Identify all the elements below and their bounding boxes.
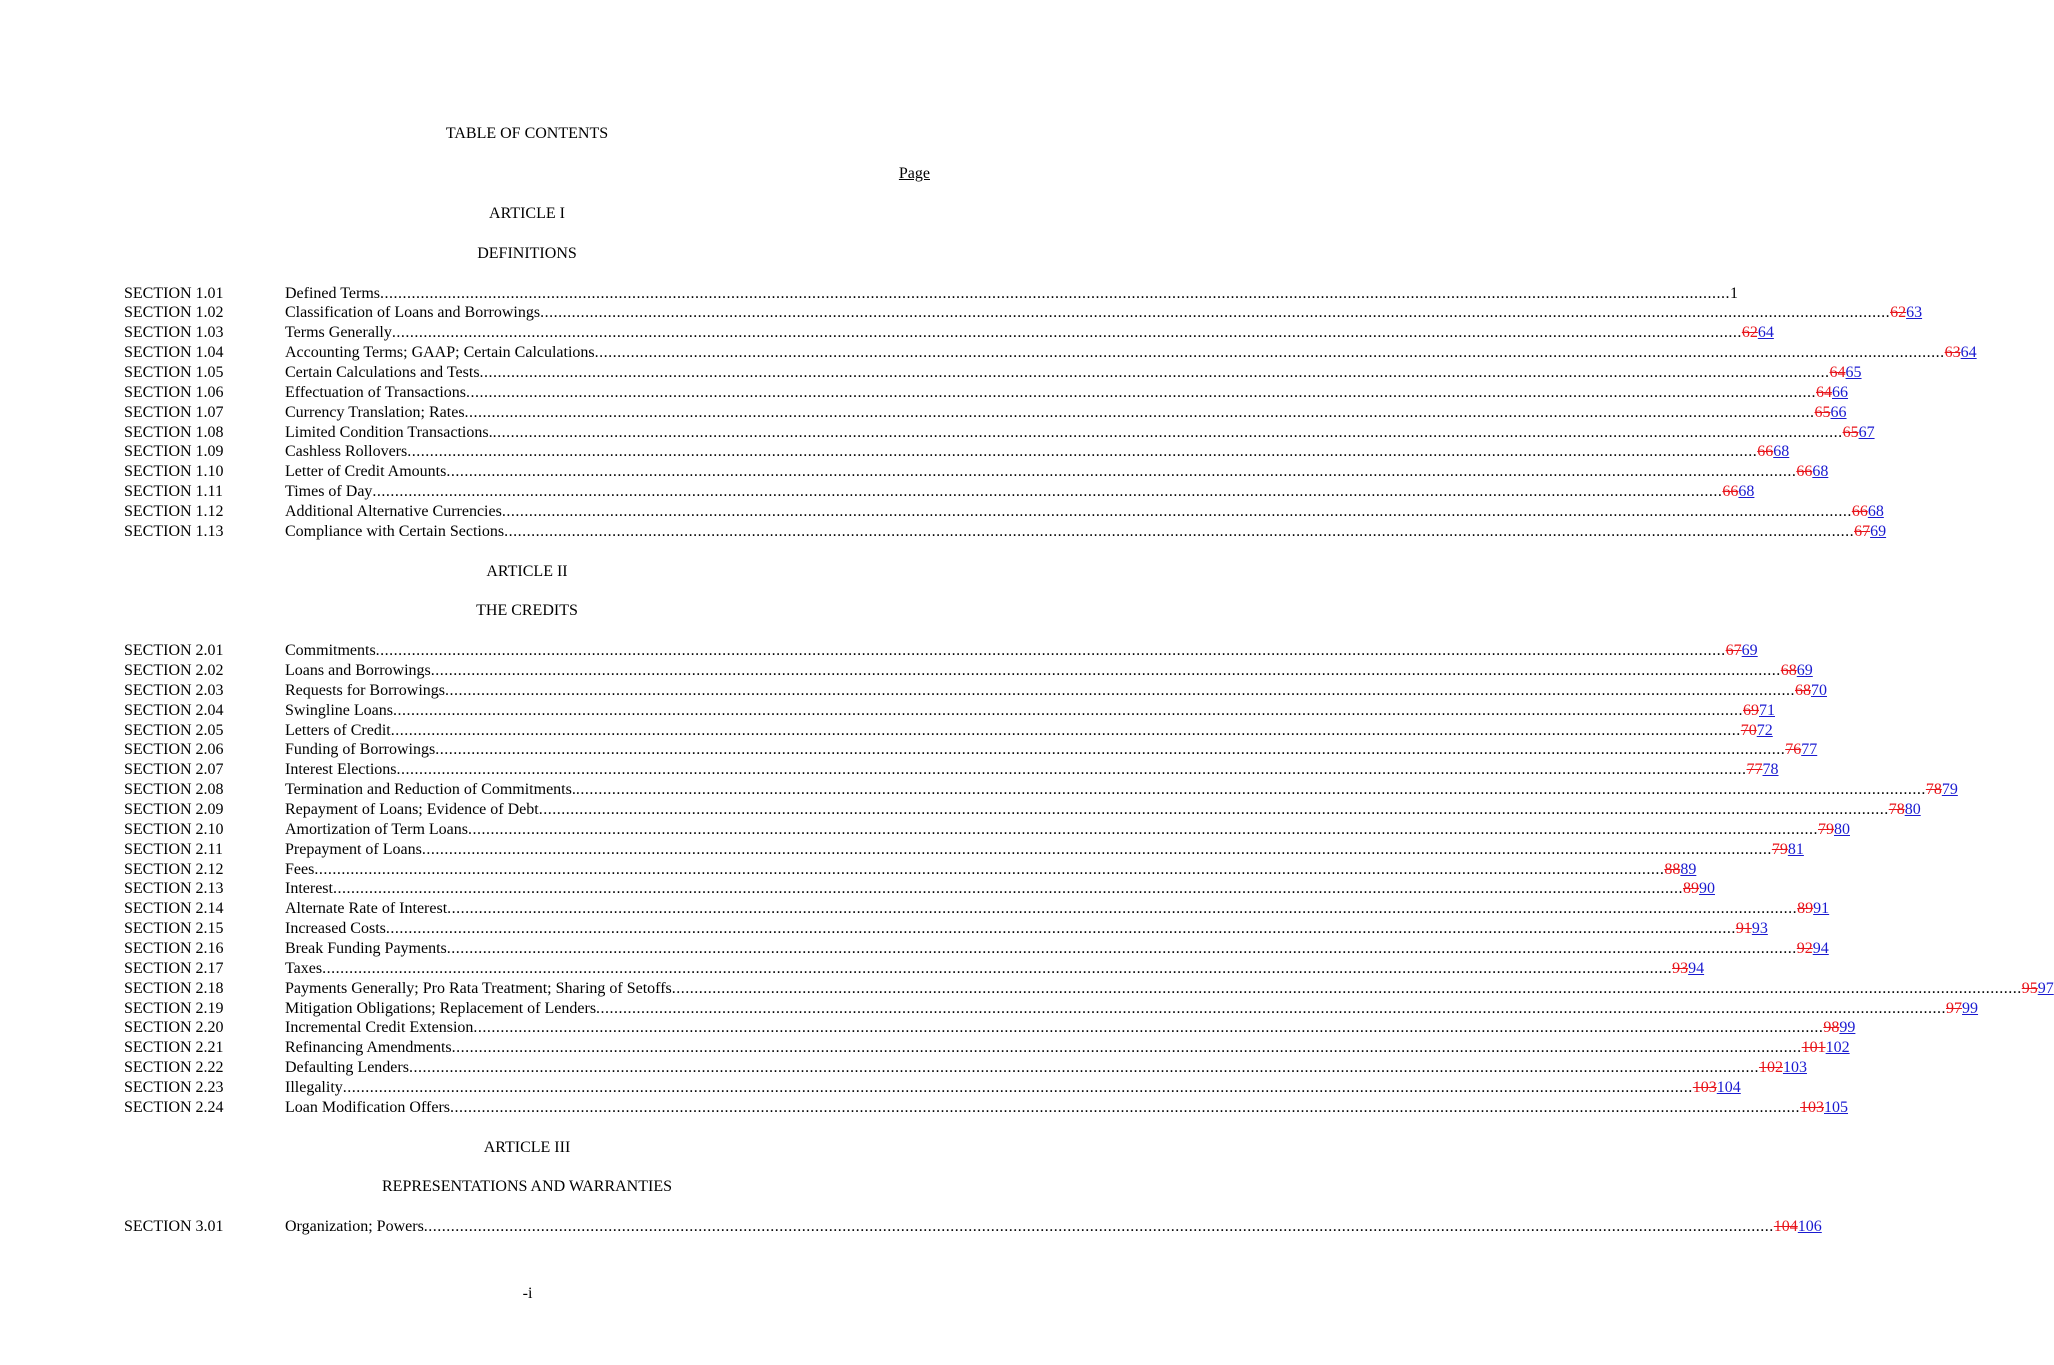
section-title: Letters of Credit (285, 721, 391, 739)
inserted-page-link[interactable]: 105 (1824, 1098, 1848, 1116)
toc-entry[interactable] (124, 1018, 1856, 1038)
section-number: SECTION 2.15 (124, 920, 224, 938)
section-number: SECTION 1.09 (124, 443, 224, 461)
toc-entry[interactable] (124, 701, 1775, 721)
dot-leader: ............................................................................................................................................................................................................................................................................................................ (450, 1098, 1800, 1116)
deleted-page-number: 65 (1842, 423, 1859, 441)
section-title: Additional Alternative Currencies (285, 503, 502, 521)
inserted-page-link[interactable]: 81 (1787, 840, 1804, 858)
section-number: SECTION 2.13 (124, 880, 224, 898)
inserted-page-link[interactable]: 64 (1757, 324, 1774, 342)
section-number: SECTION 3.01 (124, 1218, 224, 1236)
toc-entry[interactable] (124, 482, 1755, 502)
spacer (124, 184, 930, 204)
deleted-page-number: 64 (1829, 364, 1846, 382)
section-title: Commitments (285, 642, 376, 660)
dot-leader: ............................................................................................................................................................................................................................................................................................................ (390, 721, 1741, 739)
toc-entry[interactable] (124, 1217, 1822, 1237)
toc-entry[interactable] (124, 999, 1979, 1019)
dot-leader: ............................................................................................................................................................................................................................................................................................................ (342, 1078, 1693, 1096)
deleted-page-number: 91 (1735, 920, 1752, 938)
section-title: Cashless Rollovers (285, 443, 408, 461)
dot-leader: ............................................................................................................................................................................................................................................................................................................ (407, 443, 1758, 461)
toc-entry[interactable] (124, 721, 1773, 741)
section-title: Defined Terms (285, 284, 380, 302)
inserted-page-link[interactable]: 80 (1904, 800, 1921, 818)
spacer (124, 1118, 930, 1138)
toc-heading: TABLE OF CONTENTS (445, 125, 609, 142)
deleted-page-number: 92 (1796, 939, 1813, 957)
section-title: Classification of Loans and Borrowings (285, 304, 541, 322)
section-title: Illegality (285, 1078, 343, 1096)
deleted-page-number: 93 (1672, 959, 1689, 977)
deleted-page-number: 70 (1740, 721, 1757, 739)
section-title: Compliance with Certain Sections (285, 522, 505, 540)
toc-entry[interactable] (124, 860, 1697, 880)
deleted-page-number: 98 (1823, 1019, 1840, 1037)
toc-entry[interactable] (124, 343, 1977, 363)
dot-leader: ............................................................................................................................................................................................................................................................................................................ (430, 661, 1781, 679)
inserted-page-link[interactable]: 99 (1839, 1019, 1856, 1037)
toc-entry[interactable] (124, 800, 1921, 820)
inserted-page-link[interactable]: 94 (1812, 939, 1829, 957)
deleted-page-number: 69 (1743, 701, 1759, 719)
section-number: SECTION 2.24 (124, 1098, 224, 1116)
deleted-page-number: 68 (1780, 661, 1797, 679)
deleted-page-number: 66 (1722, 483, 1739, 501)
dot-leader: ............................................................................................................................................................................................................................................................................................................ (671, 979, 2022, 997)
dot-leader: ............................................................................................................................................................................................................................................................................................................ (479, 364, 1830, 382)
section-number: SECTION 1.04 (124, 344, 224, 362)
inserted-page-link[interactable]: 69 (1741, 642, 1758, 660)
inserted-page-link[interactable]: 90 (1698, 880, 1715, 898)
deleted-page-number: 68 (1794, 681, 1811, 699)
inserted-page-link[interactable]: 69 (1870, 522, 1887, 540)
inserted-page-link[interactable]: 66 (1832, 383, 1849, 401)
toc-entry[interactable] (124, 383, 1849, 403)
dot-leader: ............................................................................................................................................................................................................................................................................................................ (322, 959, 1673, 977)
toc-entry[interactable] (124, 899, 1830, 919)
deleted-page-number: 79 (1817, 820, 1834, 838)
inserted-page-link[interactable]: 80 (1833, 820, 1850, 838)
section-number: SECTION 1.13 (124, 522, 224, 540)
toc-entry[interactable] (124, 820, 1850, 840)
dot-leader: ............................................................................................................................................................................................................................................................................................................ (466, 383, 1817, 401)
toc-entry[interactable] (124, 522, 1887, 542)
toc-entry[interactable] (124, 979, 2054, 999)
section-number: SECTION 1.05 (124, 364, 224, 382)
article-title: THE CREDITS (476, 602, 578, 620)
spacer (124, 542, 930, 562)
inserted-page-link[interactable]: 70 (1810, 681, 1827, 699)
dot-leader: ............................................................................................................................................................................................................................................................................................................ (375, 642, 1726, 660)
toc-entry[interactable] (124, 303, 1923, 323)
section-number: SECTION 1.07 (124, 403, 224, 421)
section-title: Defaulting Lenders (285, 1059, 409, 1077)
section-number: SECTION 2.14 (124, 900, 224, 918)
section-number: SECTION 2.19 (124, 999, 224, 1017)
toc-entry[interactable] (124, 323, 1774, 343)
deleted-page-number: 66 (1757, 443, 1774, 461)
dot-leader: ............................................................................................................................................................................................................................................................................................................ (464, 403, 1815, 421)
footer-page-number: -i (522, 1285, 533, 1302)
inserted-page-link[interactable]: 68 (1773, 443, 1790, 461)
toc-entry[interactable] (124, 1078, 1741, 1098)
toc-entry[interactable] (124, 641, 1758, 661)
deleted-page-number: 97 (1946, 999, 1963, 1017)
inserted-page-link[interactable]: 99 (1962, 999, 1979, 1017)
section-title: Taxes (285, 959, 323, 977)
article-number: ARTICLE I (489, 205, 565, 223)
section-title: Refinancing Amendments (285, 1039, 452, 1057)
section-title: Currency Translation; Rates (285, 403, 465, 421)
toc-entry[interactable] (124, 959, 1705, 979)
deleted-page-number: 103 (1800, 1098, 1824, 1116)
toc-entry[interactable] (124, 919, 1768, 939)
section-number: SECTION 2.11 (124, 840, 223, 858)
section-title: Alternate Rate of Interest (285, 900, 448, 918)
deleted-page-number: 78 (1888, 800, 1905, 818)
deleted-page-number: 102 (1758, 1059, 1783, 1077)
deleted-page-number: 62 (1890, 304, 1907, 322)
deleted-page-number: 64 (1816, 383, 1833, 401)
spacer (124, 1197, 930, 1217)
dot-leader: ............................................................................................................................................................................................................................................................................................................ (594, 344, 1945, 362)
dot-leader: ............................................................................................................................................................................................................................................................................................................ (473, 1019, 1824, 1037)
spacer (124, 621, 930, 641)
toc-entry[interactable] (124, 661, 1813, 681)
spacer (124, 1157, 930, 1177)
section-title: Times of Day (285, 483, 373, 501)
dot-leader: ............................................................................................................................................................................................................................................................................................................ (596, 999, 1947, 1017)
deleted-page-number: 63 (1944, 344, 1961, 362)
section-title: Interest Elections (285, 761, 397, 779)
inserted-page-link[interactable]: 89 (1680, 860, 1697, 878)
section-number: SECTION 2.21 (124, 1039, 224, 1057)
inserted-page-link[interactable]: 65 (1845, 364, 1862, 382)
section-title: Certain Calculations and Tests (285, 364, 480, 382)
section-number: SECTION 2.09 (124, 800, 224, 818)
inserted-page-link[interactable]: 68 (1867, 503, 1884, 521)
deleted-page-number: 104 (1773, 1218, 1798, 1236)
section-number: SECTION 2.20 (124, 1019, 224, 1037)
inserted-page-link[interactable]: 93 (1751, 920, 1768, 938)
deleted-page-number: 76 (1785, 741, 1802, 759)
inserted-page-link[interactable]: 63 (1906, 304, 1923, 322)
inserted-page-link[interactable]: 91 (1813, 900, 1830, 918)
section-title: Termination and Reduction of Commitments. (285, 781, 576, 799)
dot-leader: ............................................................................................................................................................................................................................................................................................................ (540, 304, 1891, 322)
deleted-page-number: 65 (1814, 403, 1831, 421)
page-number: 1 (1730, 284, 1738, 302)
section-title: Accounting Terms; GAAP; Certain Calculations (285, 344, 595, 362)
inserted-page-link[interactable]: 64 (1960, 344, 1977, 362)
dot-leader: ............................................................................................................................................................................................................................................................................................................ (575, 781, 1926, 799)
deleted-page-number: 103 (1692, 1078, 1717, 1096)
deleted-page-number: 79 (1771, 840, 1788, 858)
inserted-page-link[interactable]: 68 (1738, 483, 1755, 501)
dot-leader: ............................................................................................................................................................................................................................................................................................................ (332, 880, 1683, 898)
toc-entry[interactable] (124, 502, 1884, 522)
toc-entry[interactable] (124, 284, 1738, 304)
toc-entry[interactable] (124, 442, 1790, 462)
section-title: Limited Condition Transactions. (285, 423, 493, 441)
inserted-page-link[interactable]: 72 (1756, 721, 1773, 739)
deleted-page-number: 67 (1854, 522, 1871, 540)
article-number: ARTICLE III (483, 1138, 571, 1156)
spacer (124, 264, 930, 284)
toc-entry[interactable] (124, 1038, 1850, 1058)
section-title: Funding of Borrowings (285, 741, 436, 759)
section-title: Repayment of Loans; Evidence of Debt (285, 800, 539, 818)
inserted-page-link[interactable]: 67 (1858, 423, 1875, 441)
deleted-page-number: 66 (1796, 463, 1813, 481)
section-title: Letter of Credit Amounts (285, 463, 447, 481)
deleted-page-number: 95 (2021, 979, 2038, 997)
section-number: SECTION 2.18 (124, 979, 224, 997)
inserted-page-link[interactable]: 69 (1796, 661, 1813, 679)
inserted-page-link[interactable]: 97 (2037, 979, 2054, 997)
section-number: SECTION 2.02 (124, 661, 224, 679)
dot-leader: ............................................................................................................................................................................................................................................................................................................ (504, 522, 1855, 540)
section-number: SECTION 2.22 (124, 1059, 224, 1077)
dot-leader: ............................................................................................................................................................................................................................................................................................................ (393, 701, 1743, 719)
toc-entry[interactable] (124, 681, 1827, 701)
toc-entry[interactable] (124, 423, 1875, 443)
dot-leader: ............................................................................................................................................................................................................................................................................................................ (372, 483, 1723, 501)
deleted-page-number: 62 (1741, 324, 1758, 342)
deleted-page-number: 89 (1797, 900, 1814, 918)
deleted-page-number: 89 (1682, 880, 1699, 898)
inserted-page-link[interactable]: 103 (1782, 1059, 1807, 1077)
inserted-page-link[interactable]: 79 (1941, 781, 1958, 799)
dot-leader: ............................................................................................................................................................................................................................................................................................................ (538, 800, 1889, 818)
inserted-page-link[interactable]: 77 (1801, 741, 1818, 759)
dot-leader: ............................................................................................................................................................................................................................................................................................................ (501, 503, 1852, 521)
section-number: SECTION 1.11 (124, 483, 223, 501)
inserted-page-link[interactable]: 71 (1759, 701, 1775, 719)
inserted-page-link[interactable]: 66 (1830, 403, 1847, 421)
spacer (124, 224, 930, 244)
section-title: Loans and Borrowings (285, 661, 431, 679)
section-number: SECTION 1.08 (124, 423, 224, 441)
section-number: SECTION 2.12 (124, 860, 224, 878)
section-title: Break Funding Payments (285, 939, 447, 957)
section-title: Loan Modification Offers (285, 1098, 450, 1116)
toc-entry[interactable] (124, 780, 1958, 800)
dot-leader: ............................................................................................................................................................................................................................................................................................................ (444, 681, 1795, 699)
toc-entry[interactable] (124, 879, 1715, 899)
spacer (124, 581, 930, 601)
section-number: SECTION 2.03 (124, 681, 224, 699)
dot-leader: ............................................................................................................................................................................................................................................................................................................ (391, 324, 1742, 342)
deleted-page-number: 66 (1851, 503, 1868, 521)
section-title: Payments Generally; Pro Rata Treatment; Sharing of Setoffs (285, 979, 672, 997)
section-number: SECTION 2.01 (124, 642, 224, 660)
section-title: Swingline Loans (285, 701, 393, 719)
dot-leader: ............................................................................................................................................................................................................................................................................................................ (421, 840, 1772, 858)
article-number: ARTICLE II (486, 562, 568, 580)
section-number: SECTION 1.01 (124, 284, 224, 302)
articles-list (124, 204, 2054, 1237)
section-title: Incremental Credit Extension (285, 1019, 474, 1037)
dot-leader: ............................................................................................................................................................................................................................................................................................................ (446, 939, 1797, 957)
section-number: SECTION 2.06 (124, 741, 224, 759)
toc-entry[interactable] (124, 740, 1818, 760)
section-number: SECTION 2.23 (124, 1078, 224, 1096)
section-number: SECTION 2.04 (124, 701, 224, 719)
inserted-page-link[interactable]: 94 (1688, 959, 1705, 977)
article-title: DEFINITIONS (477, 244, 577, 262)
dot-leader: ............................................................................................................................................................................................................................................................................................................ (467, 820, 1818, 838)
section-number: SECTION 2.10 (124, 820, 224, 838)
inserted-page-link[interactable]: 68 (1812, 463, 1829, 481)
toc-entry[interactable] (124, 840, 1804, 860)
inserted-page-link[interactable]: 106 (1797, 1218, 1822, 1236)
deleted-page-number: 88 (1664, 860, 1681, 878)
table-of-contents (124, 124, 2054, 1237)
dot-leader: ............................................................................................................................................................................................................................................................................................................ (385, 920, 1736, 938)
section-number: SECTION 1.06 (124, 383, 224, 401)
section-number: SECTION 2.16 (124, 939, 224, 957)
page-column-label: Page (898, 165, 930, 183)
section-title: Fees (285, 860, 315, 878)
dot-leader: ............................................................................................................................................................................................................................................................................................................ (423, 1218, 1774, 1236)
deleted-page-number: 78 (1925, 781, 1942, 799)
section-number: SECTION 1.02 (124, 304, 224, 322)
toc-entry[interactable] (124, 462, 1829, 482)
toc-entry[interactable] (124, 939, 1829, 959)
deleted-page-number: 67 (1725, 642, 1742, 660)
dot-leader: ............................................................................................................................................................................................................................................................................................................ (492, 423, 1843, 441)
inserted-page-link[interactable]: 78 (1762, 761, 1779, 779)
dot-leader: ............................................................................................................................................................................................................................................................................................................ (380, 284, 1730, 302)
section-title: Mitigation Obligations; Replacement of Lenders (285, 999, 597, 1017)
inserted-page-link[interactable]: 102 (1825, 1039, 1850, 1057)
deleted-page-number: 101 (1801, 1039, 1826, 1057)
toc-entry[interactable] (124, 1058, 1807, 1078)
dot-leader: ............................................................................................................................................................................................................................................................................................................ (447, 900, 1798, 918)
section-number: SECTION 1.03 (124, 324, 224, 342)
section-number: SECTION 2.07 (124, 761, 224, 779)
section-title: Interest (285, 880, 333, 898)
inserted-page-link[interactable]: 104 (1716, 1078, 1741, 1096)
section-number: SECTION 2.08 (124, 781, 224, 799)
toc-entry[interactable] (124, 363, 1862, 383)
deleted-page-number: 77 (1746, 761, 1763, 779)
toc-entry[interactable] (124, 403, 1847, 423)
section-title: Organization; Powers (285, 1218, 424, 1236)
dot-leader: ............................................................................................................................................................................................................................................................................................................ (396, 761, 1747, 779)
section-number: SECTION 1.12 (124, 503, 224, 521)
section-title: Prepayment of Loans (285, 840, 422, 858)
section-title: Amortization of Term Loans (285, 820, 468, 838)
section-number: SECTION 1.10 (124, 463, 224, 481)
section-title: Increased Costs (285, 920, 386, 938)
toc-entry[interactable] (124, 760, 1779, 780)
section-number: SECTION 2.17 (124, 959, 224, 977)
section-number: SECTION 2.05 (124, 721, 224, 739)
dot-leader: ............................................................................................................................................................................................................................................................................................................ (451, 1039, 1802, 1057)
dot-leader: ............................................................................................................................................................................................................................................................................................................ (435, 741, 1786, 759)
toc-entry[interactable] (124, 1098, 1848, 1118)
section-title: Effectuation of Transactions (285, 383, 467, 401)
section-title: Terms Generally (285, 324, 392, 342)
section-title: Requests for Borrowings (285, 681, 445, 699)
dot-leader: ............................................................................................................................................................................................................................................................................................................ (314, 860, 1665, 878)
dot-leader: ............................................................................................................................................................................................................................................................................................................ (408, 1059, 1759, 1077)
article-title: REPRESENTATIONS AND WARRANTIES (382, 1178, 672, 1196)
dot-leader: ............................................................................................................................................................................................................................................................................................................ (446, 463, 1797, 481)
